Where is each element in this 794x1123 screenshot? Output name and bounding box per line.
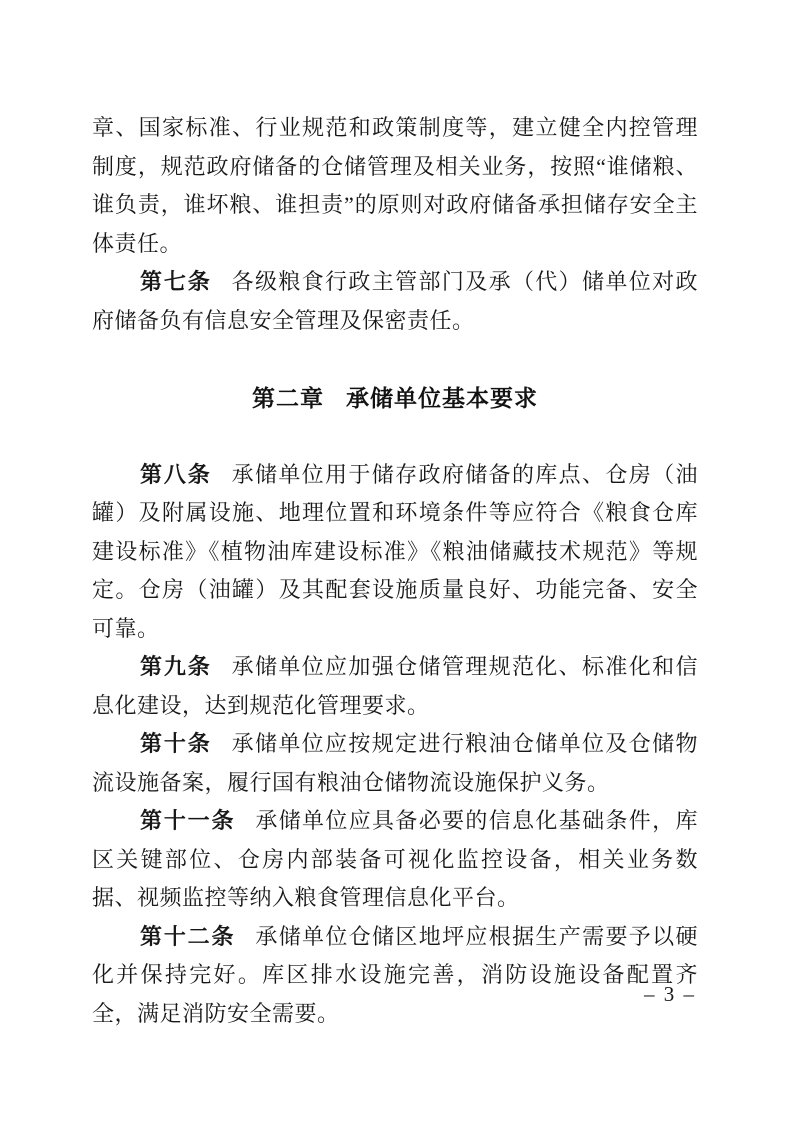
article-text: 承储单位应加强仓储管理规范化、标准化和信息化建设，达到规范化管理要求。	[92, 654, 698, 718]
article-number-label: 第十一条	[140, 808, 236, 833]
chapter-title: 承储单位基本要求	[346, 384, 538, 411]
document-body	[92, 109, 698, 1033]
article-number-label: 第十二条	[140, 923, 236, 949]
article-number-label: 第七条	[140, 269, 212, 294]
paragraph-article-9	[92, 648, 698, 725]
paragraph-article-7	[92, 263, 698, 340]
article-text: 承储单位用于储存政府储备的库点、仓房（油罐）及附属设施、地理位置和环境条件等应符合《粮食仓库建设标准》《植物油库建设标准》《粮油储藏技术规范》等规定。仓房（油罐）及其配套设施质量良好、功能完备、安全可靠。	[92, 461, 698, 641]
article-text: 各级粮食行政主管部门及承（代）储单位对政府储备负有信息安全管理及保密责任。	[92, 269, 698, 333]
page-number: – 3 –	[644, 982, 696, 1006]
paragraph-article-10	[92, 725, 698, 802]
article-number-label: 第八条	[140, 461, 212, 487]
paragraph-article-12	[92, 918, 698, 1034]
chapter-heading	[92, 379, 698, 418]
paragraph-article-8	[92, 456, 698, 649]
article-number-label: 第十条	[140, 731, 212, 756]
paragraph-article-11	[92, 802, 698, 918]
article-text: 承储单位应具备必要的信息化基础条件，库区关键部位、仓房内部装备可视化监控设备，相关业务数据、视频监控等纳入粮食管理信息化平台。	[92, 808, 698, 910]
paragraph-text: 章、国家标准、行业规范和政策制度等，建立健全内控管理制度，规范政府储备的仓储管理及相关业务，按照“谁储粮、谁负责，谁坏粮、谁担责”的原则对政府储备承担储存安全主体责任。	[92, 115, 698, 256]
article-text: 承储单位应按规定进行粮油仓储单位及仓储物流设施备案，履行国有粮油仓储物流设施保护义务。	[92, 731, 698, 795]
article-number-label: 第九条	[140, 654, 212, 679]
paragraph-continuation	[92, 109, 698, 263]
chapter-number: 第二章	[252, 384, 324, 411]
article-text: 承储单位仓储区地坪应根据生产需要予以硬化并保持完好。库区排水设施完善，消防设施设备配置齐全，满足消防安全需要。	[92, 923, 698, 1026]
